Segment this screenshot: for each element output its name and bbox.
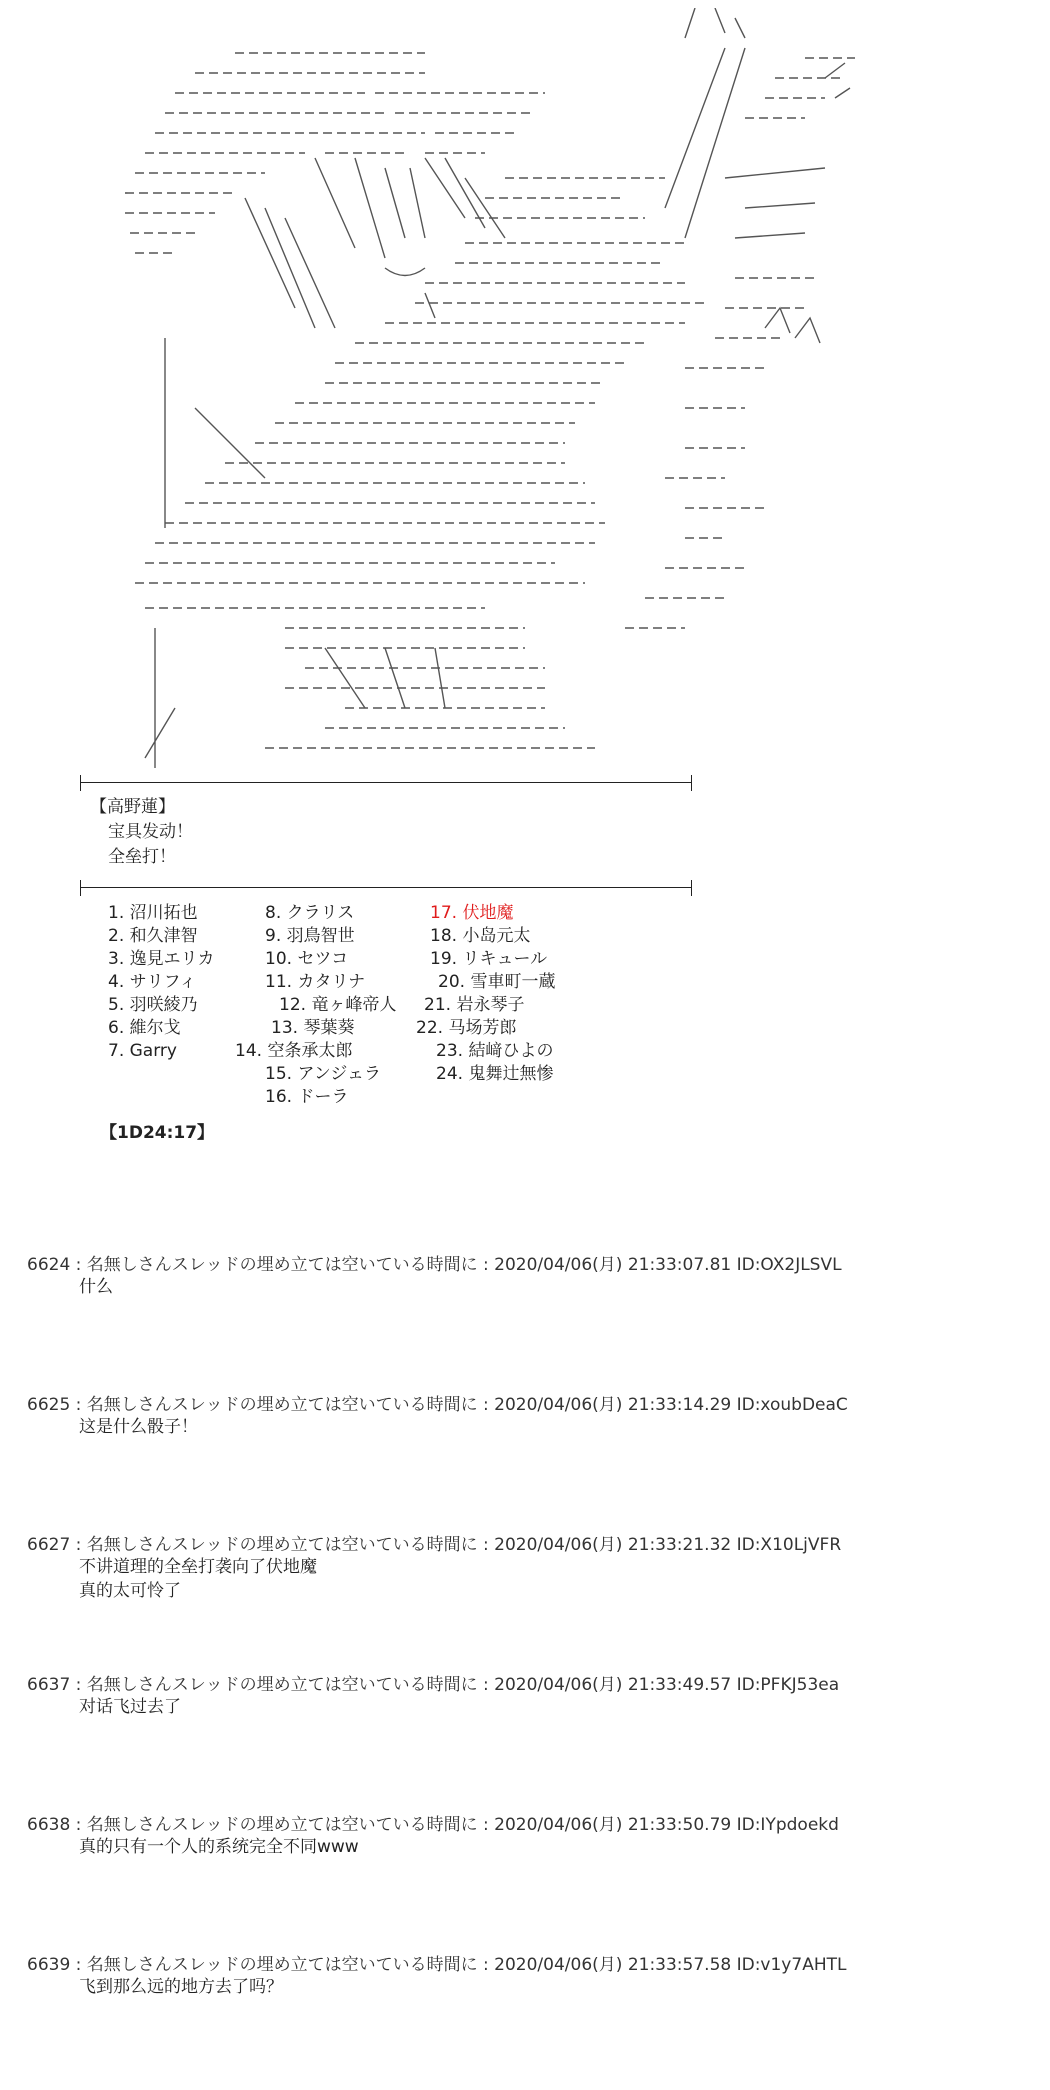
list-item: 14. 空条承太郎	[235, 1041, 353, 1061]
roster-col-1	[108, 902, 214, 1063]
list-item: 18. 小岛元太	[430, 926, 531, 946]
post	[27, 1670, 1027, 1810]
post-header: 6627 : 名無しさんスレッドの埋め立ては空いている時間に : 2020/04/06(月) 21:33:21.32 ID:X10LjVFR	[27, 1535, 842, 1555]
list-item: 12. 竜ヶ峰帝人	[279, 995, 397, 1015]
list-item: 7. Garry	[108, 1041, 177, 1061]
list-item: 8. クラリス	[265, 903, 355, 923]
list-item: 20. 雪車町一蔵	[438, 972, 556, 992]
list-item: 23. 結﨑ひよの	[436, 1041, 554, 1061]
list-item: 21. 岩永琴子	[424, 995, 525, 1015]
speaker-name: 【高野蓮】	[90, 797, 175, 817]
list-item: 13. 琴葉葵	[271, 1018, 355, 1038]
body-dash-lines	[135, 178, 705, 748]
speech-line: 宝具发动！	[108, 822, 193, 842]
post	[27, 1950, 1027, 2090]
post-header: 6625 : 名無しさんスレッドの埋め立ては空いている時間に : 2020/04/06(月) 21:33:14.29 ID:xoubDeaC	[27, 1395, 848, 1415]
post-body: 不讲道理的全垒打袭向了伏地魔	[79, 1557, 317, 1577]
post-body: 真的只有一个人的系统完全不同www	[79, 1837, 359, 1857]
list-item-highlighted: 17. 伏地魔	[430, 903, 514, 923]
post	[27, 1390, 1027, 1530]
list-item: 2. 和久津智	[108, 926, 198, 946]
post-header: 6638 : 名無しさんスレッドの埋め立ては空いている時間に : 2020/04/06(月) 21:33:50.79 ID:IYpdoekd	[27, 1815, 839, 1835]
post-header: 6624 : 名無しさんスレッドの埋め立ては空いている時間に : 2020/04/06(月) 21:33:07.81 ID:OX2JLSVL	[27, 1255, 842, 1275]
list-item: 9. 羽鳥智世	[265, 926, 355, 946]
post	[27, 1250, 1027, 1390]
post-header: 6637 : 名無しさんスレッドの埋め立ては空いている時間に : 2020/04/06(月) 21:33:49.57 ID:PFKJ53ea	[27, 1675, 840, 1695]
post-body: 什么	[79, 1277, 113, 1297]
list-item: 6. 維尔戈	[108, 1018, 181, 1038]
post	[27, 1530, 1027, 1670]
post-body: 飞到那么远的地方去了吗？	[79, 1977, 283, 1997]
post-header: 6639 : 名無しさんスレッドの埋め立ては空いている時間に : 2020/04/06(月) 21:33:57.58 ID:v1y7AHTL	[27, 1955, 847, 1975]
list-item: 10. セツコ	[265, 949, 349, 969]
list-item: 4. サリフィ	[108, 972, 197, 992]
list-item: 15. アンジェラ	[265, 1064, 381, 1084]
post	[27, 1810, 1027, 1950]
speech-block	[90, 795, 193, 870]
list-item: 11. カタリナ	[265, 972, 366, 992]
time-stamp: 【1D24:17】	[100, 1123, 215, 1143]
list-item: 1. 沼川拓也	[108, 903, 198, 923]
ascii-art-illustration	[125, 8, 855, 768]
divider-bottom	[80, 887, 692, 888]
list-item: 16. ドーラ	[265, 1087, 349, 1107]
list-item: 5. 羽咲綾乃	[108, 995, 198, 1015]
list-item: 19. リキュール	[430, 949, 548, 969]
post-list	[27, 1250, 1027, 2090]
roster-col-3	[416, 902, 556, 1086]
list-item: 3. 逸見エリカ	[108, 949, 215, 969]
list-item: 22. 马场芳郎	[416, 1018, 517, 1038]
speech-line: 全垒打！	[108, 847, 176, 867]
post-body: 这是什么骰子！	[79, 1417, 198, 1437]
post-body: 真的太可怜了	[79, 1581, 181, 1601]
roster-col-2	[235, 902, 397, 1109]
bat-lines	[625, 8, 855, 628]
divider-top	[80, 782, 692, 783]
post-body: 对话飞过去了	[79, 1697, 181, 1717]
list-item: 24. 鬼舞辻無惨	[436, 1064, 554, 1084]
